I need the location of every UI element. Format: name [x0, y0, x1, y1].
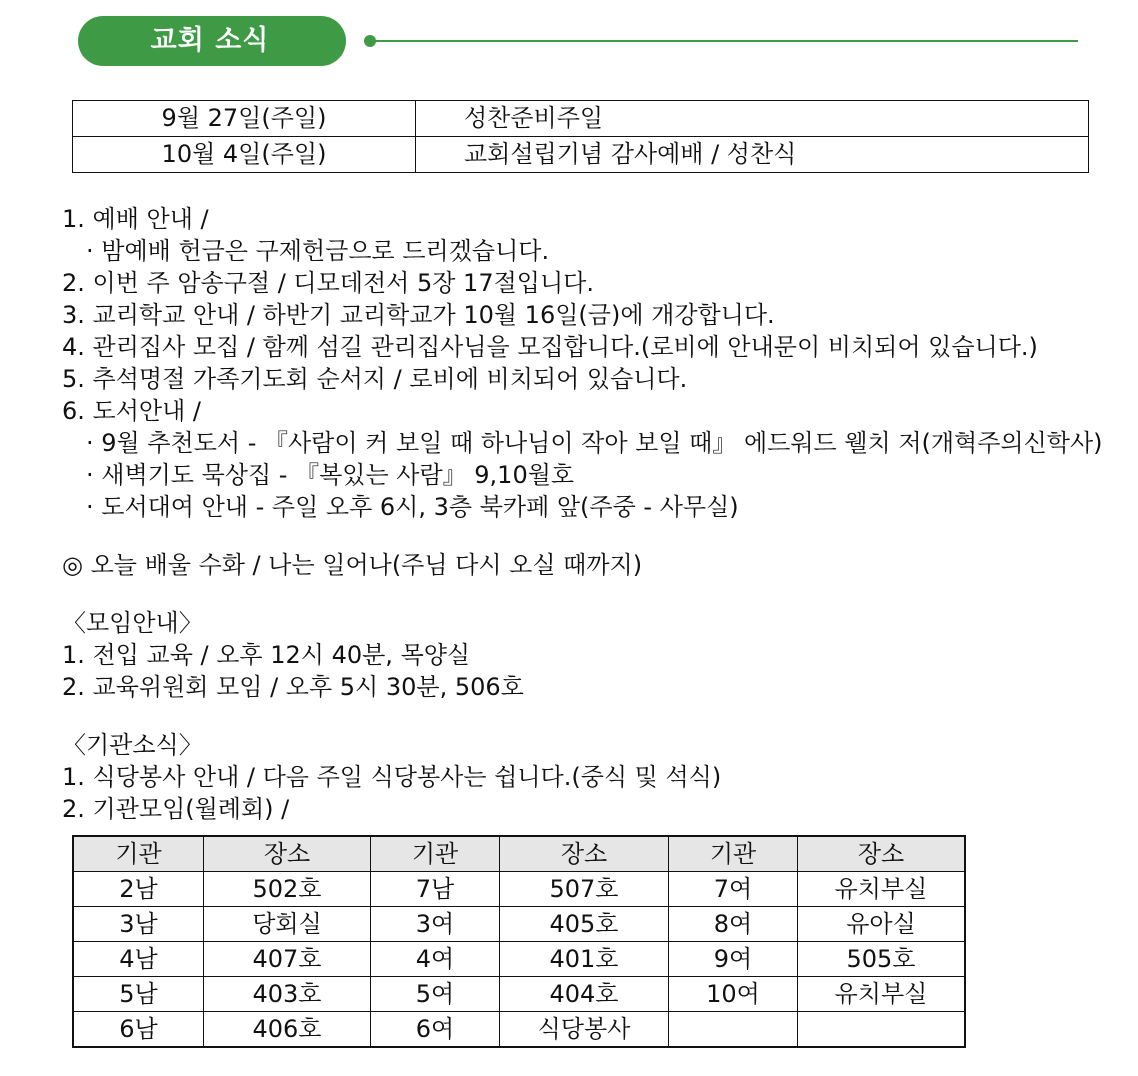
schedule-date: 9월 27일(주일): [73, 101, 416, 137]
announcement-item: 6. 도서안내 /: [62, 397, 201, 425]
table-cell: 406호: [204, 1012, 371, 1048]
table-cell: 407호: [204, 942, 371, 977]
table-cell: 6여: [371, 1012, 500, 1048]
table-cell: 4남: [73, 942, 204, 977]
table-cell: 5여: [371, 977, 500, 1012]
table-cell: [669, 1012, 798, 1048]
schedule-row: [73, 137, 1089, 173]
table-cell: 6남: [73, 1012, 204, 1048]
announcement-item: 1. 예배 안내 /: [62, 205, 209, 233]
table-cell: 10여: [669, 977, 798, 1012]
header-cell: 장소: [204, 836, 371, 872]
table-cell: 7여: [669, 872, 798, 907]
header-line: [374, 40, 1078, 42]
announcement-item: 4. 관리집사 모집 / 함께 섬길 관리집사님을 모집합니다.(로비에 안내문이 비치되어 있습니다.): [62, 333, 1038, 361]
announcement-subitem: · 도서대여 안내 - 주일 오후 6시, 3층 북카페 앞(주중 - 사무실): [86, 493, 739, 521]
section-header: [78, 16, 1078, 66]
organization-meeting-table: [72, 835, 966, 1048]
announcement-subitem: · 밤예배 헌금은 구제헌금으로 드리겠습니다.: [86, 237, 550, 265]
announcement-subitem: · 9월 추천도서 - 『사람이 커 보일 때 하나님이 작아 보일 때』 에드워드 웰치 저(개혁주의신학사): [86, 429, 1103, 457]
table-cell: 식당봉사: [500, 1012, 669, 1048]
table-row: [73, 872, 965, 907]
table-cell: 8여: [669, 907, 798, 942]
header-cell: 장소: [500, 836, 669, 872]
announcement-item: 5. 추석명절 가족기도회 순서지 / 로비에 비치되어 있습니다.: [62, 365, 688, 393]
table-cell: [798, 1012, 966, 1048]
organization-item: 2. 기관모임(월례회) /: [62, 795, 290, 823]
schedule-table: [72, 100, 1089, 173]
header-cell: 기관: [73, 836, 204, 872]
table-cell: 3여: [371, 907, 500, 942]
announcement-subitem: · 새벽기도 묵상집 - 『복있는 사람』 9,10월호: [86, 461, 575, 489]
table-cell: 4여: [371, 942, 500, 977]
announcement-item: 2. 이번 주 암송구절 / 디모데전서 5장 17절입니다.: [62, 269, 594, 297]
header-cell: 기관: [669, 836, 798, 872]
meeting-item: 1. 전입 교육 / 오후 12시 40분, 목양실: [62, 641, 471, 669]
table-cell: 3남: [73, 907, 204, 942]
schedule-date: 10월 4일(주일): [73, 137, 416, 173]
table-cell: 7남: [371, 872, 500, 907]
schedule-event: 교회설립기념 감사예배 / 성찬식: [416, 137, 1089, 173]
table-row: [73, 907, 965, 942]
table-cell: 502호: [204, 872, 371, 907]
meetings-heading: 〈모임안내〉: [62, 609, 203, 637]
table-cell: 403호: [204, 977, 371, 1012]
organization-item: 1. 식당봉사 안내 / 다음 주일 식당봉사는 쉽니다.(중식 및 석식): [62, 763, 722, 791]
announcement-body: [62, 203, 1122, 825]
organizations-heading: 〈기관소식〉: [62, 731, 203, 759]
header-cell: 장소: [798, 836, 966, 872]
schedule-event: 성찬준비주일: [416, 101, 1089, 137]
table-cell: 5남: [73, 977, 204, 1012]
table-cell: 유치부실: [798, 977, 966, 1012]
schedule-row: [73, 101, 1089, 137]
table-cell: 505호: [798, 942, 966, 977]
table-row: [73, 1012, 965, 1048]
table-row: [73, 977, 965, 1012]
table-cell: 507호: [500, 872, 669, 907]
table-cell: 유치부실: [798, 872, 966, 907]
meeting-item: 2. 교육위원회 모임 / 오후 5시 30분, 506호: [62, 673, 524, 701]
table-cell: 2남: [73, 872, 204, 907]
header-cell: 기관: [371, 836, 500, 872]
table-row: [73, 942, 965, 977]
announcement-item: 3. 교리학교 안내 / 하반기 교리학교가 10월 16일(금)에 개강합니다.: [62, 301, 775, 329]
hymn-line: ◎ 오늘 배울 수화 / 나는 일어나(주님 다시 오실 때까지): [62, 551, 643, 579]
section-title-pill: [78, 16, 346, 66]
table-cell: 유아실: [798, 907, 966, 942]
table-cell: 401호: [500, 942, 669, 977]
table-cell: 당회실: [204, 907, 371, 942]
table-cell: 9여: [669, 942, 798, 977]
table-header-row: [73, 836, 965, 872]
section-title: 교회 소식: [150, 25, 270, 56]
table-cell: 405호: [500, 907, 669, 942]
table-cell: 404호: [500, 977, 669, 1012]
